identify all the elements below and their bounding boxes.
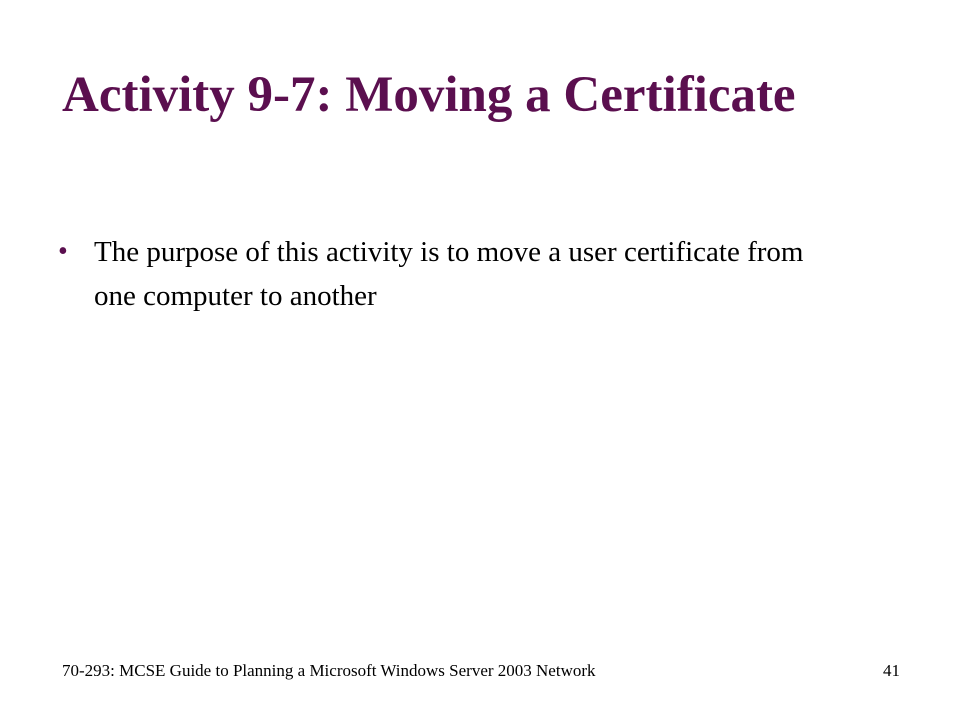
footer-page-number: 41	[883, 661, 900, 680]
footer-course-title: 70-293: MCSE Guide to Planning a Microsoft Windows Server 2003 Network	[62, 661, 596, 680]
bullet-text: The purpose of this activity is to move a user certificate from one computer to another	[94, 236, 804, 312]
slide-title: Activity 9-7: Moving a Certificate	[62, 67, 796, 123]
bullet-marker-icon: •	[58, 236, 68, 267]
bullet-list	[58, 230, 838, 318]
bullet-item	[58, 230, 838, 318]
